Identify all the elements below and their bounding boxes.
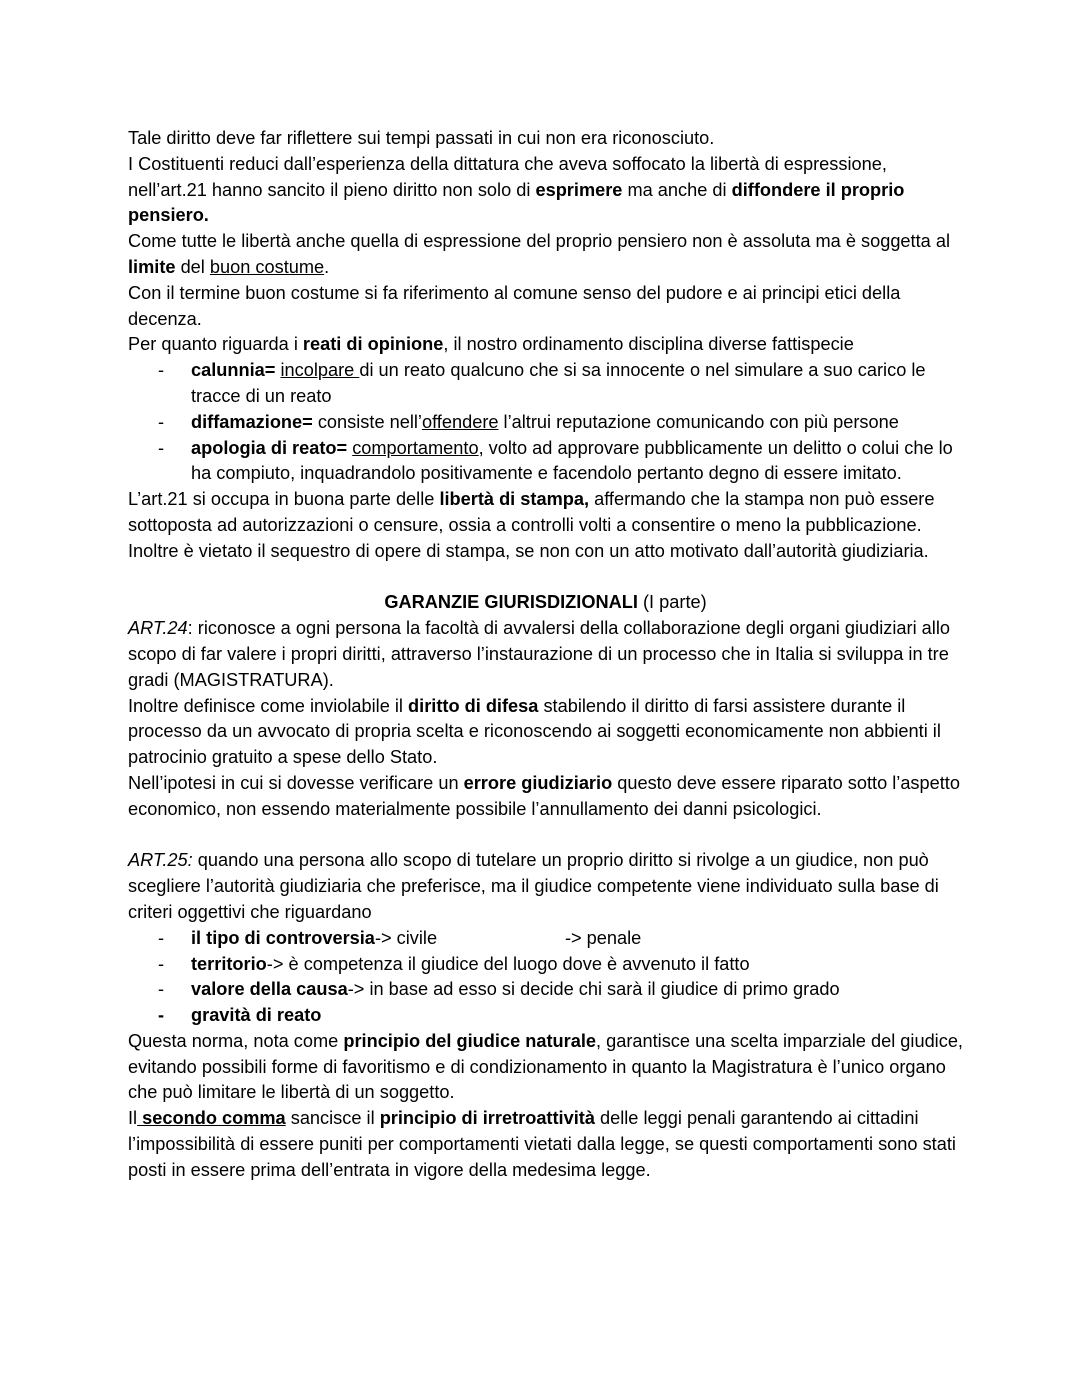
section-title-bold: GARANZIE GIURISDIZIONALI	[384, 592, 638, 613]
text: : riconosce a ogni persona la facoltà di avvalersi della collaborazione degli organi giudiziari allo scopo di far valere i propri diritti, attraverso l’instaurazione di un processo che in Italia si sviluppa in tre gradi (MAGISTRATURA).	[128, 618, 950, 690]
bold-term: gravità di reato	[191, 1005, 322, 1026]
section-title-suffix: (I parte)	[637, 592, 707, 613]
text: .	[324, 256, 330, 277]
list-item	[128, 410, 963, 436]
intro-paragraph-2	[128, 152, 963, 229]
text: affermando che la stampa non può essere sottoposta ad autorizzazioni o censure, ossia a controlli volti a consentire o meno la pubblicazione.	[128, 489, 935, 535]
bold-term: valore della causa	[191, 979, 348, 1000]
text: Come tutte le libertà anche quella di espressione del proprio pensiero non è assoluta ma è soggetta al	[128, 231, 950, 252]
text: Questa norma, nota come	[128, 1030, 344, 1051]
bold-term: reati di opinione	[302, 334, 444, 355]
list-item	[128, 1003, 963, 1029]
text: del	[175, 256, 210, 277]
spacer	[128, 823, 963, 849]
document-page	[128, 126, 963, 1184]
text: quando una persona allo scopo di tutelare un proprio diritto si rivolge a un giudice, non può scegliere l’autorità giudiziaria che preferisce, ma il giudice competente viene individuato sulla base di criteri oggettivi che riguardano	[128, 850, 939, 922]
list-item	[128, 358, 963, 410]
text: di un reato qualcuno che si sa innocente o nel simulare a suo carico le tracce di un reato	[191, 360, 926, 406]
text: stabilendo il diritto di farsi assistere durante il processo da un avvocato di propria scelta e riconoscendo ai soggetti economicamente non abbienti il patrocinio gratuito a spese dello Stato.	[128, 695, 941, 768]
intro-paragraph-1: Tale diritto deve far riflettere sui tempi passati in cui non era riconosciuto.	[128, 128, 715, 148]
difesa-paragraph	[128, 694, 963, 771]
text: Nell’ipotesi in cui si dovesse verificare un	[128, 772, 464, 793]
underlined-term: buon costume	[209, 256, 325, 277]
section-title	[128, 590, 963, 616]
bold-term: diritto di difesa	[408, 695, 539, 716]
text: sancisce il	[285, 1108, 380, 1129]
text: L’art.21 si occupa in buona parte delle	[128, 489, 440, 510]
intro-paragraph-4: Con il termine buon costume si fa riferimento al comune senso del pudore e ai principi etici della decenza.	[128, 282, 901, 329]
text: , garantisce una scelta imparziale del giudice, evitando possibili forme di favoritismo e di condizionamento in quanto la Magistratura è l’unico organo che può limitare le libertà di un soggetto.	[128, 1030, 963, 1103]
bold-term: libertà di stampa,	[439, 489, 590, 510]
intro-paragraph-3	[128, 229, 963, 281]
text: -> penale	[564, 927, 642, 948]
text: -> civile	[374, 927, 438, 948]
article-label: ART.25:	[128, 850, 193, 871]
underlined-term: comportamento	[352, 437, 479, 458]
text: delle leggi penali garantendo ai cittadini l’impossibilità di essere puniti per comportamenti vietati dalla legge, se questi comportamenti sono stati posti in essere prima dell’entrata in vigore della medesima legge.	[128, 1108, 956, 1180]
text: questo deve essere riparato sotto l’aspetto economico, non essendo materialmente possibile l’annullamento dei danni psicologici.	[128, 772, 960, 819]
bold-term: limite	[128, 256, 176, 277]
underlined-term: incolpare	[280, 360, 360, 381]
text: l’altrui reputazione comunicando con più persone	[498, 411, 899, 432]
text: , il nostro ordinamento disciplina diverse fattispecie	[443, 334, 854, 355]
list-item	[128, 436, 963, 488]
bold-term: il tipo di controversia	[191, 927, 375, 948]
conclusione-paragraph-1	[128, 1029, 963, 1106]
list-item	[128, 977, 963, 1003]
stampa-paragraph-2: Inoltre è vietato il sequestro di opere di stampa, se non con un atto motivato dall’autorità giudiziaria.	[128, 540, 929, 561]
bold-term: calunnia=	[191, 360, 276, 381]
underlined-term: offendere	[421, 411, 499, 432]
conclusione-paragraph-2	[128, 1106, 963, 1183]
stampa-paragraph-1	[128, 487, 963, 539]
text: -> è competenza il giudice del luogo dove è avvenuto il fatto	[266, 953, 750, 974]
art24-paragraph	[128, 616, 963, 693]
reati-list	[128, 358, 963, 487]
text: I Costituenti reduci dall’esperienza della dittatura che aveva soffocato la libertà di espressione, nell’art.21 hanno sancito il pieno diritto non solo di	[128, 153, 887, 200]
bold-term: esprimere	[535, 179, 623, 200]
bold-term: apologia di reato=	[191, 437, 348, 458]
list-item	[128, 926, 963, 952]
bold-underlined-term: secondo comma	[137, 1108, 286, 1129]
text: Inoltre definisce come inviolabile il	[128, 695, 409, 716]
text: Per quanto riguarda i	[128, 334, 303, 355]
spacer	[128, 565, 963, 591]
text: consiste nell’	[312, 411, 422, 432]
intro-paragraph-5	[128, 332, 963, 358]
bold-term: territorio	[191, 953, 267, 974]
bold-term: errore giudiziario	[463, 772, 613, 793]
list-item	[128, 952, 963, 978]
bold-term: diffamazione=	[191, 411, 313, 432]
criteri-list	[128, 926, 963, 1029]
text: , volto ad approvare pubblicamente un delitto o colui che lo ha compiuto, inquadrandolo positivamente e facendolo pertanto degno di essere imitato.	[191, 437, 953, 484]
errore-paragraph	[128, 771, 963, 823]
bold-term: principio di irretroattività	[379, 1108, 595, 1129]
text: ma anche di	[622, 179, 732, 200]
text: -> in base ad esso si decide chi sarà il giudice di primo grado	[347, 979, 840, 1000]
bold-term: principio del giudice naturale	[343, 1030, 596, 1051]
text: Il	[128, 1108, 138, 1129]
art25-paragraph	[128, 848, 963, 925]
article-label: ART.24	[128, 618, 188, 639]
bold-term: diffondere il proprio pensiero.	[128, 179, 905, 226]
